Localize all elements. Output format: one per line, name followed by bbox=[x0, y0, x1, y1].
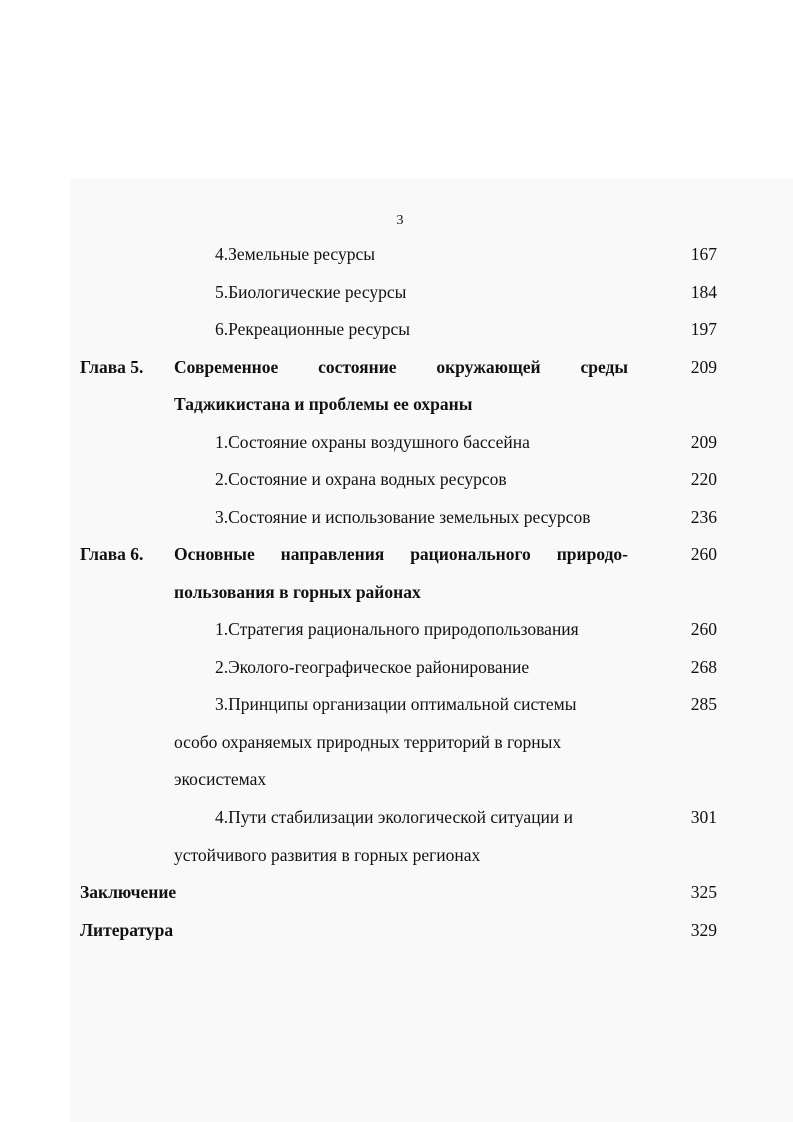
chapter-6-page: 260 bbox=[690, 544, 717, 564]
toc-page-literature: 329 bbox=[690, 920, 717, 940]
toc-entry-conclusion: Заключение bbox=[80, 882, 177, 902]
toc-page-zoning: 268 bbox=[690, 657, 717, 677]
toc-page-land-resources: 167 bbox=[690, 244, 717, 264]
toc-entry-protected-areas-line3: экосистемах bbox=[174, 769, 267, 789]
toc-entry-literature: Литература bbox=[80, 920, 174, 940]
toc-page-biological-resources: 184 bbox=[690, 282, 717, 302]
chapter-5-title-word: Современное bbox=[174, 357, 279, 377]
toc-entry-protected-areas-line2: особо охраняемых природных территорий в горных bbox=[174, 732, 562, 752]
chapter-5-label: Глава 5. bbox=[80, 357, 144, 377]
chapter-5-title-line1 bbox=[174, 356, 628, 378]
chapter-6-title-word: направления bbox=[280, 544, 385, 564]
page-number: 3 bbox=[396, 213, 404, 228]
toc-page-strategy: 260 bbox=[690, 619, 717, 639]
toc-entry-land-resources: 4.Земельные ресурсы bbox=[215, 244, 375, 264]
toc-page-protected-areas: 285 bbox=[690, 694, 717, 714]
toc-entry-air-basin: 1.Состояние охраны воздушного бассейна bbox=[215, 432, 530, 452]
chapter-6-title-line2: пользования в горных районах bbox=[174, 582, 421, 602]
chapter-6-label: Глава 6. bbox=[80, 544, 144, 564]
toc-entry-stabilization-line2: устойчивого развития в горных регионах bbox=[174, 845, 481, 865]
toc-entry-protected-areas: 3.Принципы организации оптимальной системы bbox=[215, 694, 577, 714]
chapter-5-title-word: состояние bbox=[318, 357, 397, 377]
toc-entry-strategy: 1.Стратегия рационального природопользования bbox=[215, 619, 579, 639]
toc-page-air-basin: 209 bbox=[690, 432, 717, 452]
toc-entry-stabilization: 4.Пути стабилизации экологической ситуации и bbox=[215, 807, 574, 827]
toc-entry-biological-resources: 5.Биологические ресурсы bbox=[215, 282, 407, 302]
toc-entry-zoning: 2.Эколого-географическое районирование bbox=[215, 657, 530, 677]
toc-entry-land-use: 3.Состояние и использование земельных ресурсов bbox=[215, 507, 591, 527]
chapter-6-title-word: природо- bbox=[556, 544, 628, 564]
toc-page-land-use: 236 bbox=[690, 507, 717, 527]
chapter-6-title-line1 bbox=[174, 543, 628, 565]
chapter-5-title-word: окружающей bbox=[436, 357, 541, 377]
toc-page-recreational-resources: 197 bbox=[690, 319, 717, 339]
toc-page-water-resources: 220 bbox=[690, 469, 717, 489]
toc-page-stabilization: 301 bbox=[690, 807, 717, 827]
chapter-5-page: 209 bbox=[690, 357, 717, 377]
toc-entry-water-resources: 2.Состояние и охрана водных ресурсов bbox=[215, 469, 507, 489]
chapter-6-title-word: рационального bbox=[410, 544, 531, 564]
toc-entry-recreational-resources: 6.Рекреационные ресурсы bbox=[215, 319, 411, 339]
chapter-6-title-word: Основные bbox=[174, 544, 255, 564]
toc-page-conclusion: 325 bbox=[690, 882, 717, 902]
chapter-5-title-word: среды bbox=[580, 357, 628, 377]
chapter-5-title-line2: Таджикистана и проблемы ее охраны bbox=[174, 394, 473, 414]
